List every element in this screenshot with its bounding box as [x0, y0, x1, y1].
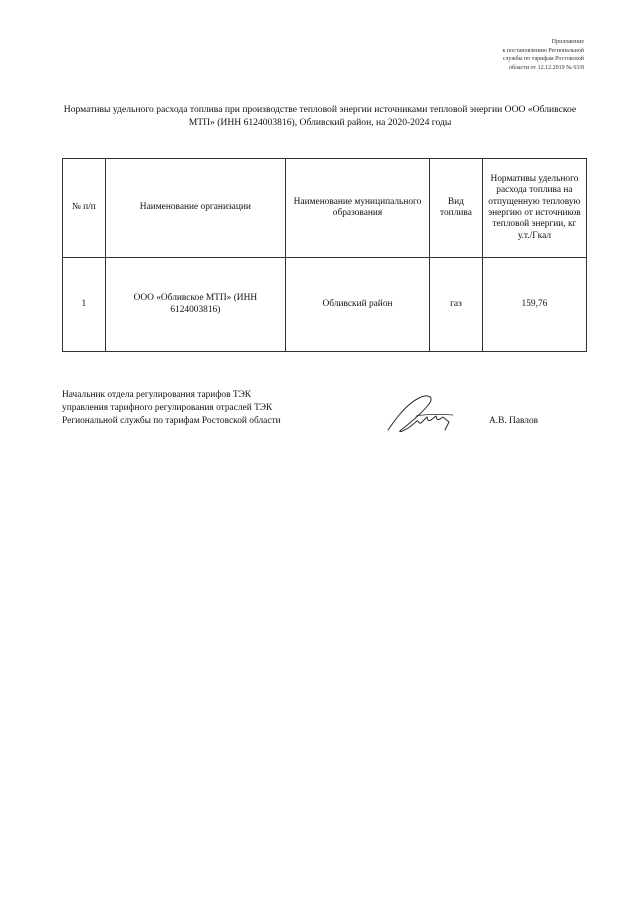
- signatory-line: Начальник отдела регулирования тарифов ТЭК: [62, 390, 252, 400]
- cell-norm-value: 159,76: [482, 258, 586, 352]
- header-fuel-type: Вид топлива: [430, 159, 483, 258]
- header-number: № п/п: [63, 159, 106, 258]
- signatory-line: управления тарифного регулирования отраслей ТЭК: [62, 403, 273, 413]
- header-norm-value: Нормативы удельного расхода топлива на отпущенную тепловую энергию от источников тепловой энергии, кг у.т./Гкал: [482, 159, 586, 258]
- cell-organization: ООО «Обливское МТП» (ИНН 6124003816): [105, 258, 285, 352]
- cell-municipality: Обливский район: [285, 258, 429, 352]
- table-row: [63, 258, 587, 352]
- handwritten-signature: [383, 390, 483, 440]
- document-title: Нормативы удельного расхода топлива при производстве тепловой энергии источниками тепловой энергии ООО «Обливское МТП» (ИНН 6124003816), Обливский район, на 2020-2024 годы: [63, 104, 577, 128]
- norms-table: [62, 158, 587, 352]
- table-header-row: [63, 159, 587, 258]
- appendix-line: области от 12.12.2019 № 63/8: [509, 64, 584, 71]
- signatory-position: [62, 389, 281, 428]
- cell-number: 1: [63, 258, 106, 352]
- signatory-line: Региональной службы по тарифам Ростовской области: [62, 416, 281, 426]
- appendix-note: [424, 38, 584, 72]
- header-organization: Наименование организации: [105, 159, 285, 258]
- appendix-line: Приложение: [551, 39, 584, 45]
- appendix-line: службы по тарифам Ростовской: [502, 56, 584, 62]
- header-municipality: Наименование муниципального образования: [285, 159, 429, 258]
- cell-fuel-type: газ: [430, 258, 483, 352]
- appendix-line: к постановлению Региональной: [502, 47, 584, 54]
- signatory-name: А.В. Павлов: [489, 416, 539, 426]
